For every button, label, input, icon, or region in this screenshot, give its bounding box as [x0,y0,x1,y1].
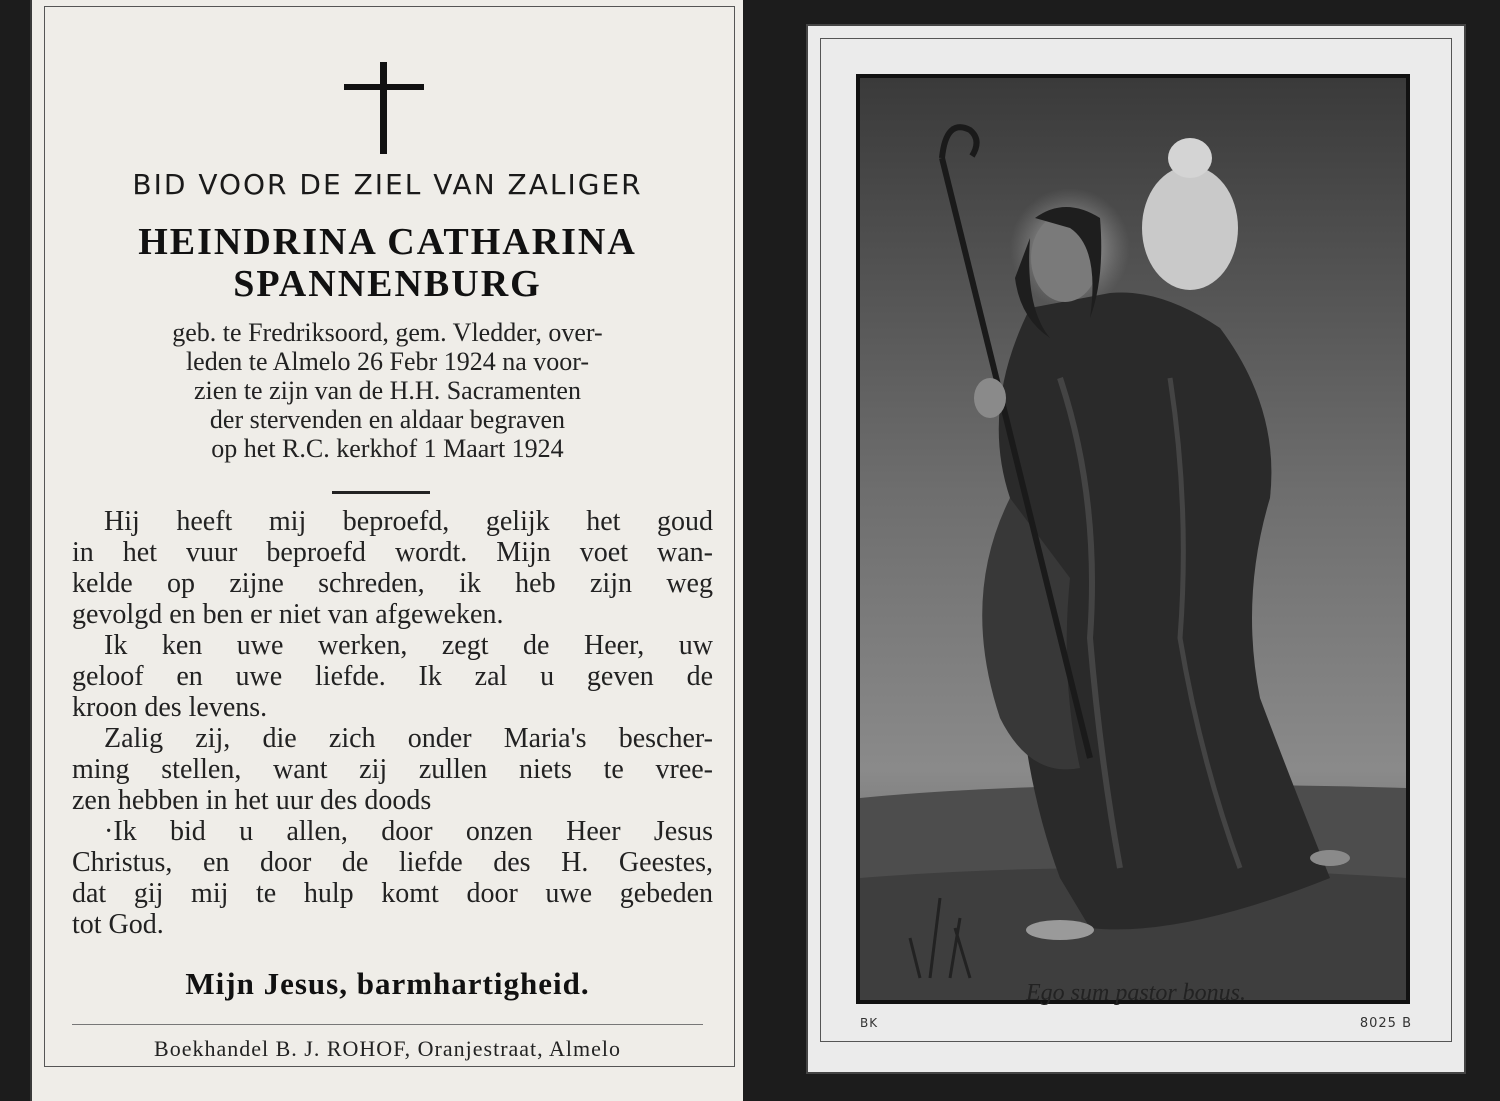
bio-line: leden te Almelo 26 Febr 1924 na voor- [185,347,590,376]
text-line: dat gij mij te hulp komt door uwe gebeden [72,878,713,909]
text-line: ·Ik bid u allen, door onzen Heer Jesus [104,816,713,847]
text-line: in het vuur beproefd wordt. Mijn voet wan- [72,537,713,568]
publisher-imprint: Boekhandel B. J. ROHOF, Oranjestraat, Almelo [154,1036,621,1061]
good-shepherd-illustration [856,74,1410,1004]
printer-mark: BK [860,1016,879,1030]
footer-divider [72,1024,703,1025]
biography [72,318,703,463]
divider [332,491,430,494]
text-line: geloof en uwe liefde. Ik zal u geven de [72,661,713,692]
text-line: tot God. [72,909,164,940]
text-line: gevolgd en ben er niet van afgeweken. [72,599,504,630]
catalog-number: 8025 B [1359,1016,1412,1031]
scripture-text [72,506,713,940]
deceased-name-line2: SPANNENBURG [233,263,542,305]
memorial-card-image [806,24,1466,1074]
text-line: Ik ken uwe werken, zegt de Heer, uw [104,630,713,661]
memorial-card-text [30,0,743,1101]
bio-line: zien te zijn van de H.H. Sacramenten [194,376,581,405]
bio-line: geb. te Fredriksoord, gem. Vledder, over- [172,318,603,347]
text-line: ming stellen, want zij zullen niets te vree- [72,754,713,785]
text-line: kelde op zijne schreden, ik heb zijn weg [72,568,713,599]
bio-line: der stervenden en aldaar begraven [209,405,566,434]
prayer-heading: BID VOOR DE ZIEL VAN ZALIGER [132,168,643,201]
text-line: Hij heeft mij beproefd, gelijk het goud [104,506,713,537]
text-line: Zalig zij, die zich onder Maria's bescher- [104,723,713,754]
cross-icon [344,62,424,154]
text-line: Christus, en door de liefde des H. Geestes, [72,847,713,878]
deceased-name-line1: HEINDRINA CATHARINA [138,221,637,263]
bio-line: op het R.C. kerkhof 1 Maart 1924 [211,434,564,463]
image-caption: Ego sum pastor bonus. [1025,980,1247,1006]
closing-prayer: Mijn Jesus, barmhartigheid. [185,966,590,1001]
text-line: kroon des levens. [72,692,268,723]
text-line: zen hebben in het uur des doods [72,785,432,816]
